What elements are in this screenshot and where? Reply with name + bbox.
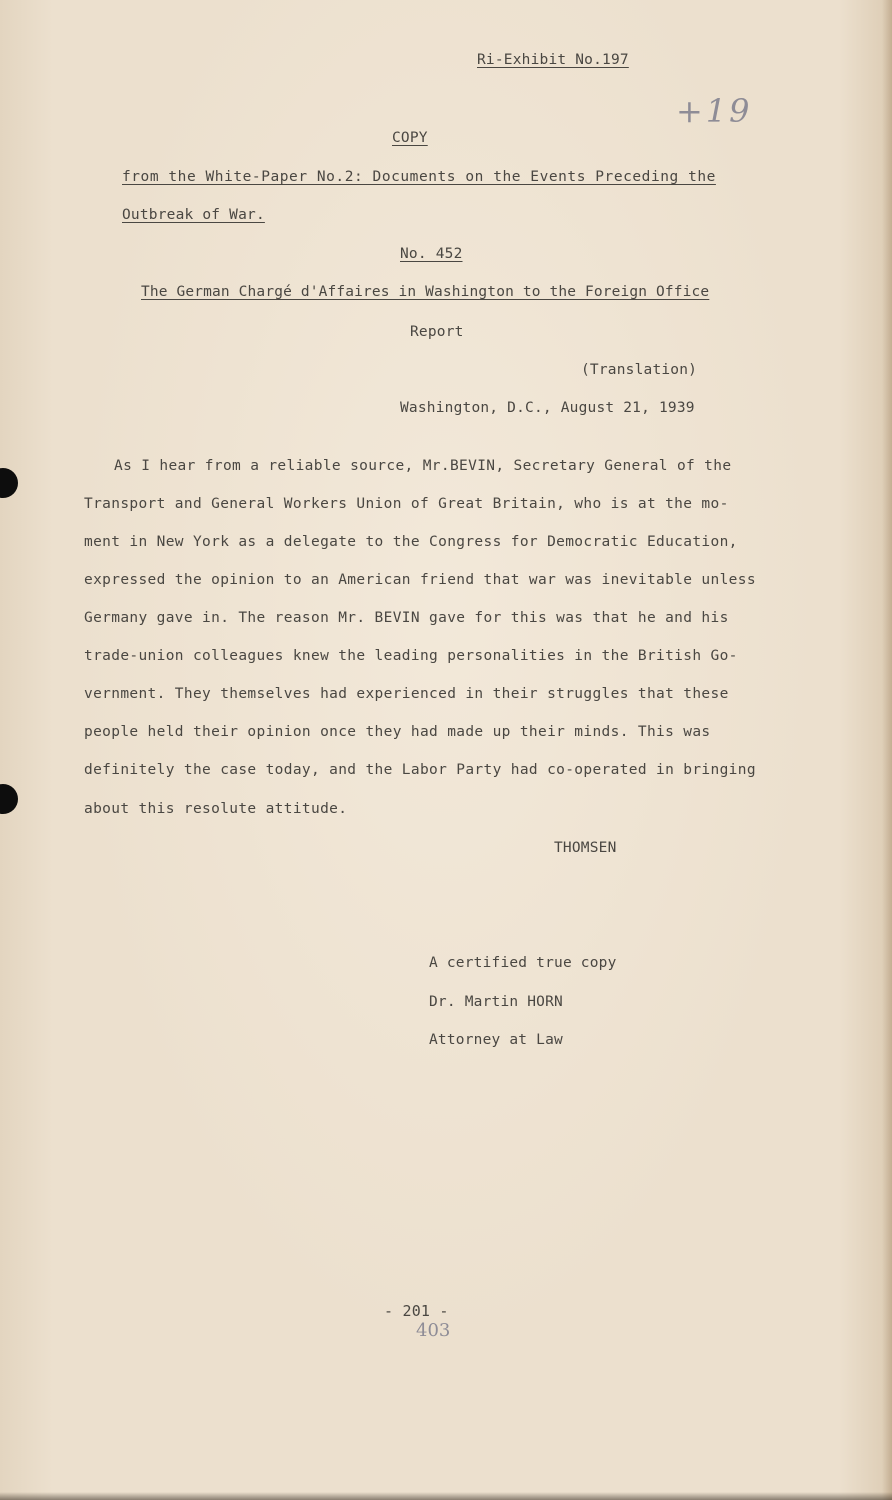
copy-label: COPY (392, 130, 428, 146)
exhibit-number: Ri-Exhibit No.197 (477, 52, 629, 68)
source-line-2: Outbreak of War. (122, 207, 265, 223)
page-edge-shadow (882, 0, 892, 1500)
body-line: about this resolute attitude. (84, 801, 348, 817)
handwritten-number: +19 (676, 92, 753, 130)
certification-line-2: Dr. Martin HORN (429, 994, 563, 1010)
punch-hole-top (0, 468, 18, 498)
certification-line-3: Attorney at Law (429, 1032, 563, 1048)
source-line-1: from the White-Paper No.2: Documents on the Events Preceding the (122, 169, 716, 185)
punch-hole-bottom (0, 784, 18, 814)
handwritten-page-number: 403 (416, 1320, 451, 1341)
translation-label: (Translation) (581, 362, 698, 378)
body-line: Transport and General Workers Union of Great Britain, who is at the mo- (84, 496, 729, 512)
body-line: trade-union colleagues knew the leading personalities in the British Go- (84, 648, 738, 664)
body-line: Germany gave in. The reason Mr. BEVIN gave for this was that he and his (84, 610, 729, 626)
signature-name: THOMSEN (554, 840, 617, 856)
body-line: ment in New York as a delegate to the Congress for Democratic Education, (84, 534, 738, 550)
body-line: expressed the opinion to an American friend that war was inevitable unless (84, 572, 756, 588)
place-date: Washington, D.C., August 21, 1939 (400, 400, 695, 416)
certification-line-1: A certified true copy (429, 955, 617, 971)
page-bottom-shadow (0, 1492, 892, 1500)
body-line: people held their opinion once they had made up their minds. This was (84, 724, 711, 740)
body-line: vernment. They themselves had experienced in their struggles that these (84, 686, 729, 702)
body-line: As I hear from a reliable source, Mr.BEVIN, Secretary General of the (114, 458, 732, 474)
document-number: No. 452 (400, 246, 463, 262)
body-line: definitely the case today, and the Labor Party had co-operated in bringing (84, 762, 756, 778)
report-label: Report (410, 324, 464, 340)
document-heading: The German Chargé d'Affaires in Washington to the Foreign Office (141, 284, 710, 300)
page-number: - 201 - (384, 1302, 449, 1320)
